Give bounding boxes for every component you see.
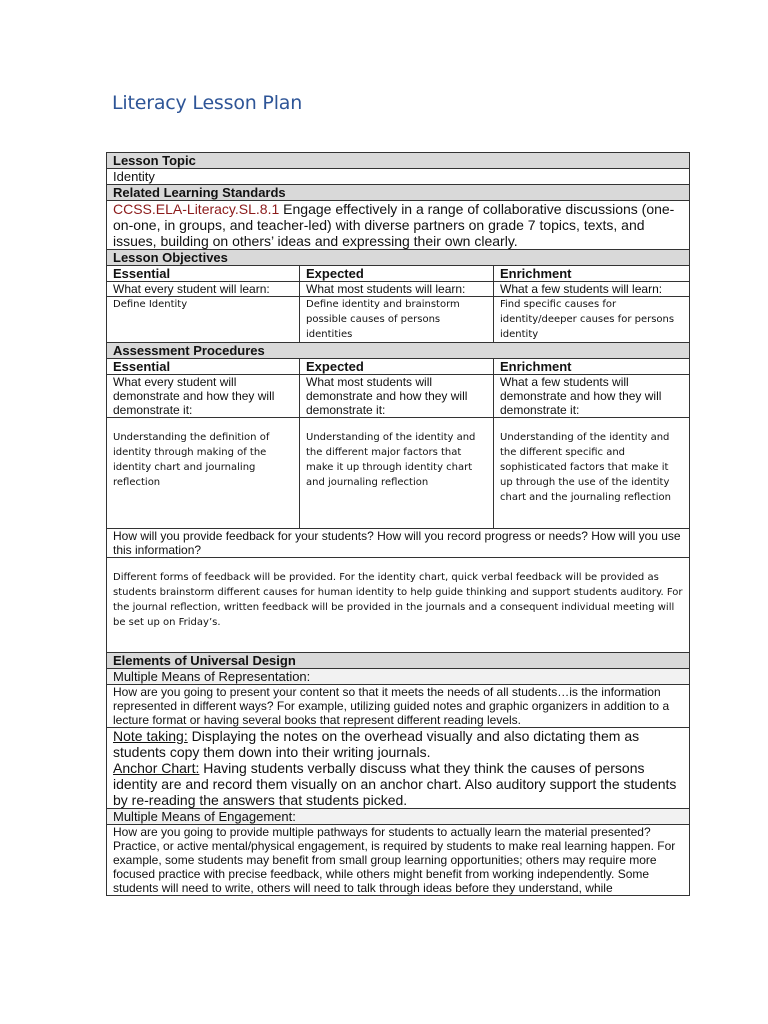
lesson-topic-row (107, 169, 690, 185)
assessment-content-expected: Understanding of the identity and the different major factors that make it up through identity chart and journaling reflection (300, 418, 494, 529)
standards-label: Related Learning Standards (107, 185, 690, 201)
engagement-label: Multiple Means of Engagement: (107, 809, 690, 825)
objectives-column-headings (107, 266, 690, 282)
assessment-heading-essential: Essential (107, 359, 300, 375)
lesson-topic-value: Identity (107, 169, 690, 185)
document-title: Literacy Lesson Plan (112, 92, 303, 114)
assessment-heading-expected: Expected (300, 359, 494, 375)
representation-label: Multiple Means of Representation: (107, 669, 690, 685)
assessment-header-row (107, 343, 690, 359)
representation-answer (107, 728, 690, 809)
assessment-column-headings (107, 359, 690, 375)
objectives-heading-expected: Expected (300, 266, 494, 282)
assessment-prompt-enrichment: What a few students will demonstrate and how they will demonstrate it: (494, 375, 690, 418)
standard-code: CCSS.ELA-Literacy.SL.8.1 (113, 201, 280, 217)
note-taking-entry (113, 728, 683, 760)
anchor-chart-text: Having students verbally discuss what they think the causes of persons identity are and record them visually on an anchor chart. Also auditory support the students by re-reading the answers that students picked. (113, 760, 677, 808)
objectives-prompts-row (107, 282, 690, 297)
udl-label: Elements of Universal Design (107, 653, 690, 669)
assessment-prompts-row (107, 375, 690, 418)
standards-cell (107, 201, 690, 250)
assessment-heading-enrichment: Enrichment (494, 359, 690, 375)
feedback-answer: Different forms of feedback will be provided. For the identity chart, quick verbal feedback will be provided as students brainstorm different causes for human identity to help guide thinking and support students auditory. For the journal reflection, written feedback will be provided in the journals and a consequent individual meeting will be set up on Friday’s. (107, 558, 690, 653)
anchor-chart-entry (113, 760, 683, 808)
engagement-header-row (107, 809, 690, 825)
objectives-content-expected: Define identity and brainstorm possible causes of persons identities (300, 297, 494, 343)
feedback-answer-row (107, 558, 690, 653)
objectives-prompt-enrichment: What a few students will learn: (494, 282, 690, 297)
engagement-question-row (107, 825, 690, 896)
feedback-question-row (107, 529, 690, 558)
representation-question-row (107, 685, 690, 728)
representation-header-row (107, 669, 690, 685)
assessment-content-row (107, 418, 690, 529)
lesson-topic-label: Lesson Topic (107, 153, 690, 169)
anchor-chart-label: Anchor Chart: (113, 760, 200, 776)
objectives-heading-essential: Essential (107, 266, 300, 282)
objectives-content-enrichment: Find specific causes for identity/deeper causes for persons identity (494, 297, 690, 343)
engagement-question: How are you going to provide multiple pathways for students to actually learn the material presented? Practice, or active mental/physical engagement, is required by students to make real learning happen. For example, some students may benefit from small group learning opportunities; others may require more focused practice with precise feedback, while others might benefit from working independently. Some students will need to write, others will need to talk through ideas before they understand, while (107, 825, 690, 896)
objectives-heading-enrichment: Enrichment (494, 266, 690, 282)
lesson-topic-header-row (107, 153, 690, 169)
note-taking-text: Displaying the notes on the overhead visually and also dictating them as students copy them down into their writing journals. (113, 728, 640, 760)
objectives-content-row (107, 297, 690, 343)
objectives-header-row (107, 250, 690, 266)
standard-text: Engage effectively in a range of collaborative discussions (one-on-one, in groups, and teacher-led) with diverse partners on grade 7 topics, texts, and issues, building on others’ ideas and expressing their own clearly. (113, 201, 675, 249)
objectives-content-essential: Define Identity (107, 297, 300, 343)
objectives-label: Lesson Objectives (107, 250, 690, 266)
assessment-content-essential: Understanding the definition of identity through making of the identity chart and journaling reflection (107, 418, 300, 529)
note-taking-label: Note taking: (113, 728, 188, 744)
objectives-prompt-essential: What every student will learn: (107, 282, 300, 297)
assessment-prompt-essential: What every student will demonstrate and how they will demonstrate it: (107, 375, 300, 418)
standards-row (107, 201, 690, 250)
standards-header-row (107, 185, 690, 201)
representation-question: How are you going to present your content so that it meets the needs of all students…is the information represented in different ways? For example, utilizing guided notes and graphic organizers in addition to a lecture format or having several books that represent different reading levels. (107, 685, 690, 728)
assessment-label: Assessment Procedures (107, 343, 690, 359)
feedback-question: How will you provide feedback for your students? How will you record progress or needs? How will you use this information? (107, 529, 690, 558)
assessment-content-enrichment: Understanding of the identity and the different specific and sophisticated factors that make it up through the use of the identity chart and the journaling reflection (494, 418, 690, 529)
udl-header-row (107, 653, 690, 669)
lesson-plan-table (106, 152, 690, 896)
assessment-prompt-expected: What most students will demonstrate and how they will demonstrate it: (300, 375, 494, 418)
objectives-prompt-expected: What most students will learn: (300, 282, 494, 297)
representation-answer-row (107, 728, 690, 809)
